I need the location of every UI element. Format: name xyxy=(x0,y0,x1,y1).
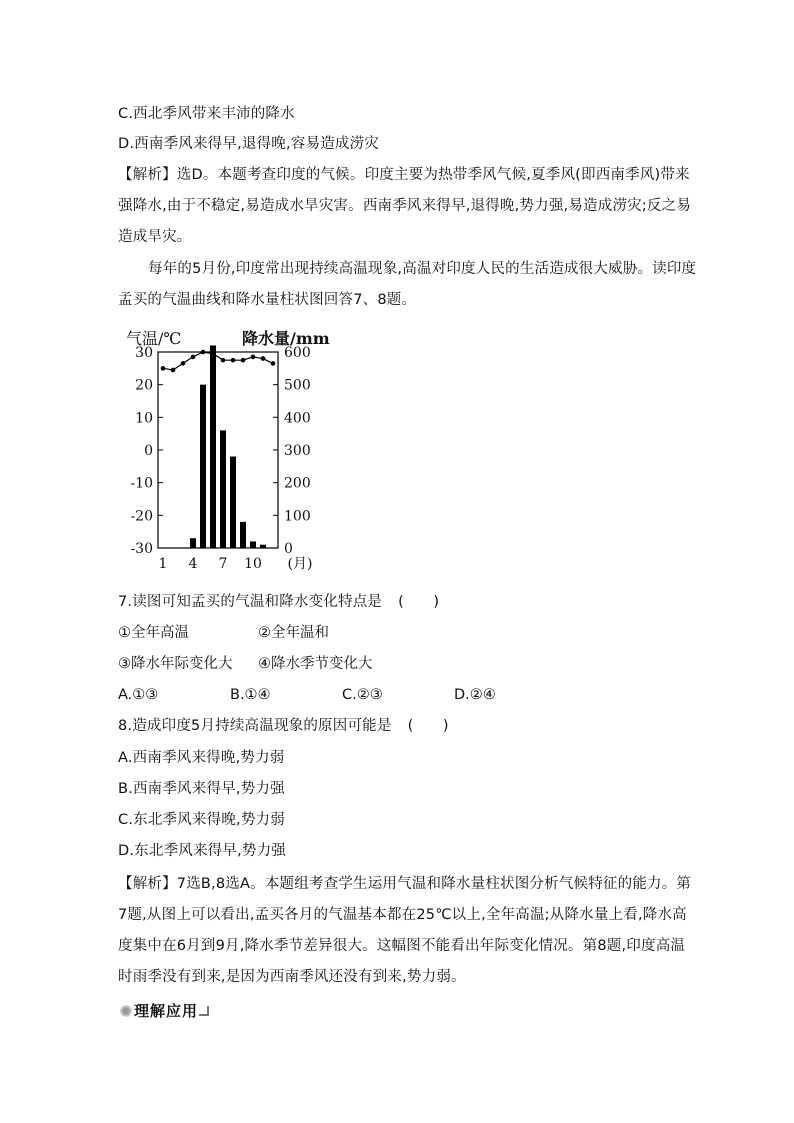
analysis-2-line-3: 度集中在6月到9月,降水季节差异很大。这幅图不能看出年际变化情况。第8题,印度高温 xyxy=(118,938,686,954)
left-tick-label: -10 xyxy=(130,475,153,492)
left-tick-label: -30 xyxy=(130,541,153,557)
right-tick-label: 300 xyxy=(284,443,311,459)
q8-option-a: A.西南季风来得晚,势力弱 xyxy=(118,750,285,766)
plot-frame xyxy=(158,352,278,548)
x-tick-label: 1 xyxy=(158,556,168,572)
precipitation-bar xyxy=(240,522,246,548)
x-axis xyxy=(159,556,313,572)
right-axis-title: 降水量/mm xyxy=(242,329,330,348)
q7-item-1: ①全年高温 xyxy=(118,625,189,641)
analysis-1-line-3: 造成旱灾。 xyxy=(118,229,192,245)
q6-option-c: C.西北季风带来丰沛的降水 xyxy=(118,106,295,122)
q7-option-d: D.②④ xyxy=(454,687,496,703)
temperature-point xyxy=(171,368,176,373)
right-tick-label: 400 xyxy=(284,410,311,427)
temperature-point xyxy=(231,358,236,363)
q7-stem-text: 7.读图可知孟买的气温和降水变化特点是 xyxy=(118,594,383,610)
x-axis-unit: (月) xyxy=(287,556,313,572)
ornament-icon xyxy=(120,1005,132,1017)
temperature-point xyxy=(261,356,266,361)
precipitation-bar xyxy=(230,457,236,548)
temperature-point xyxy=(191,355,196,360)
intro-line-2: 孟买的气温曲线和降水量柱状图回答7、8题。 xyxy=(118,292,417,308)
section-title: 理解应用 xyxy=(134,1002,199,1020)
analysis-1-line-1: 【解析】选D。本题考查印度的气候。印度主要为热带季风气候,夏季风(即西南季风)带来 xyxy=(118,167,690,183)
right-tick-label: 0 xyxy=(284,541,293,557)
temperature-point xyxy=(201,350,206,355)
q7-item-4: ④降水季节变化大 xyxy=(258,656,373,672)
temperature-curve xyxy=(161,350,276,373)
precipitation-bars xyxy=(190,345,266,548)
precipitation-bar xyxy=(210,345,216,548)
temperature-point xyxy=(241,358,246,363)
temperature-point xyxy=(221,358,226,363)
right-tick-label: 100 xyxy=(284,508,311,525)
right-tick-label: 500 xyxy=(284,377,311,394)
precipitation-bar xyxy=(260,545,266,548)
climate-chart xyxy=(118,322,330,572)
analysis-2-line-4: 时雨季没有到来,是因为西南季风还没有到来,势力弱。 xyxy=(118,969,466,985)
analysis-1-line-2: 强降水,由于不稳定,易造成水旱灾害。西南季风来得早,退得晚,势力强,易造成涝灾;反之易 xyxy=(118,198,692,214)
intro-line-1: 每年的5月份,印度常出现持续高温现象,高温对印度人民的生活造成很大威胁。读印度 xyxy=(148,261,697,277)
temperature-point xyxy=(271,361,276,366)
right-tick-label: 200 xyxy=(284,475,311,492)
x-tick-label: 7 xyxy=(218,556,228,572)
precipitation-bar xyxy=(200,385,206,548)
precipitation-bar xyxy=(190,538,196,548)
left-axis-title: 气温/℃ xyxy=(126,329,182,348)
q8-option-b: B.西南季风来得早,势力强 xyxy=(118,781,285,797)
temperature-point xyxy=(211,351,216,356)
corner-mark-icon xyxy=(199,1006,209,1016)
q7-item-3: ③降水年际变化大 xyxy=(118,656,233,672)
section-heading xyxy=(120,1000,209,1021)
q7-item-2: ②全年温和 xyxy=(258,625,329,641)
q7-option-a: A.①③ xyxy=(118,687,159,703)
precipitation-bar xyxy=(220,430,226,548)
temperature-line xyxy=(163,352,273,370)
q8-option-d: D.东北季风来得早,势力强 xyxy=(118,843,286,859)
q8-stem-text: 8.造成印度5月持续高温现象的原因可能是 xyxy=(118,718,392,734)
left-tick-label: 20 xyxy=(135,377,153,394)
q8-option-c: C.东北季风来得晚,势力弱 xyxy=(118,812,285,828)
analysis-2-line-1: 【解析】7选B,8选A。本题组考查学生运用气温和降水量柱状图分析气候特征的能力。第 xyxy=(118,876,692,892)
q8-stem xyxy=(118,716,449,736)
q8-answer-paren: ( ) xyxy=(407,718,449,734)
right-axis xyxy=(273,345,311,557)
q7-stem xyxy=(118,592,439,612)
q7-option-c: C.②③ xyxy=(342,687,383,703)
precipitation-bar xyxy=(250,541,256,548)
analysis-2-line-2: 7题,从图上可以看出,孟买各月的气温基本都在25℃以上,全年高温;从降水量上看,降水高 xyxy=(118,907,687,923)
x-tick-label: 4 xyxy=(188,556,198,572)
temperature-point xyxy=(161,366,166,371)
left-tick-label: -20 xyxy=(130,508,153,525)
left-tick-label: 10 xyxy=(135,410,153,427)
right-tick-label: 600 xyxy=(284,345,311,361)
q7-answer-paren: ( ) xyxy=(398,594,440,610)
x-tick-label: 10 xyxy=(244,556,262,572)
q7-option-b: B.①④ xyxy=(230,687,271,703)
temperature-point xyxy=(181,361,186,366)
left-tick-label: 30 xyxy=(135,345,153,361)
left-tick-label: 0 xyxy=(144,443,153,459)
temperature-point xyxy=(251,355,256,360)
q6-option-d: D.西南季风来得早,退得晚,容易造成涝灾 xyxy=(118,136,379,152)
